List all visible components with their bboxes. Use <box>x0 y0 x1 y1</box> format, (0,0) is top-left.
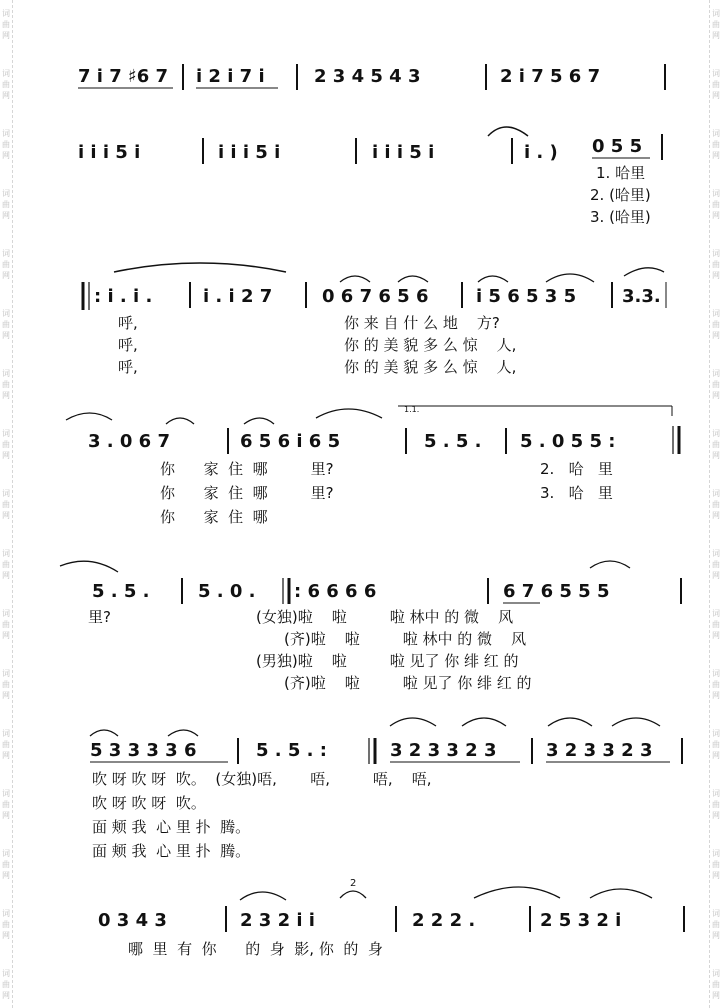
lyric-line: (齐)啦 啦 啦 林中 的 微 风 <box>284 630 527 648</box>
ending-3: 3. (哈里) <box>590 208 651 226</box>
lyric-line: 你 的 美 貌 多 么 惊 人, <box>344 358 517 376</box>
watermark-text: 词 曲 网 <box>712 849 720 880</box>
watermark-text: 词 曲 网 <box>2 969 10 1000</box>
watermark-text: 词 曲 网 <box>712 489 720 520</box>
svg-text:i 5 6 5 3 5: i 5 6 5 3 5 <box>476 286 577 307</box>
lyric-line: 呼, <box>118 358 138 376</box>
watermark-text: 词 曲 网 <box>712 189 720 220</box>
watermark-text: 词 曲 网 <box>2 789 10 820</box>
watermark-text: 词 曲 网 <box>2 729 10 760</box>
svg-text:3 2 3 3 2 3: 3 2 3 3 2 3 <box>390 740 497 761</box>
lyric-line: 你 的 美 貌 多 么 惊 人, <box>344 336 517 354</box>
svg-text:3 . 0 6 7: 3 . 0 6 7 <box>88 431 171 452</box>
watermark-text: 词 曲 网 <box>712 9 720 40</box>
svg-text:i i i 5 i: i i i 5 i <box>372 142 435 163</box>
svg-text:6 7 6 5 5 5: 6 7 6 5 5 5 <box>503 581 610 602</box>
svg-text:2 2 2 .: 2 2 2 . <box>412 910 476 931</box>
watermark-text: 词 曲 网 <box>2 909 10 940</box>
watermark-text: 词 曲 网 <box>2 669 10 700</box>
svg-text:5 . 5 .: 5 . 5 . <box>92 581 150 602</box>
watermark-text: 词 曲 网 <box>712 69 720 100</box>
svg-text:7 i 7 ♯6 7: 7 i 7 ♯6 7 <box>78 66 169 87</box>
svg-text:: i . i .: : i . i . <box>94 286 153 307</box>
row-3 <box>83 263 666 310</box>
watermark-text: 词 曲 网 <box>2 489 10 520</box>
svg-text:2 5 3 2 i: 2 5 3 2 i <box>540 910 622 931</box>
watermark-text: 词 曲 网 <box>712 309 720 340</box>
watermark-text: 词 曲 网 <box>2 609 10 640</box>
watermark-text: 词 曲 网 <box>712 609 720 640</box>
lyric-line: 你 家 住 哪 <box>160 508 268 526</box>
watermark-text: 词 曲 网 <box>712 909 720 940</box>
volta-mark: 1.1. <box>404 405 420 414</box>
svg-text:i i i 5 i: i i i 5 i <box>218 142 281 163</box>
watermark-text: 词 曲 网 <box>2 189 10 220</box>
svg-text:0 6 7 6 5 6: 0 6 7 6 5 6 <box>322 286 429 307</box>
lyric-line: 呼, <box>118 314 138 332</box>
svg-text:5 . 5 . :: 5 . 5 . : <box>256 740 327 761</box>
svg-text:2 i 7 5 6 7: 2 i 7 5 6 7 <box>500 66 601 87</box>
lyric-line: 你 家 住 哪 里? <box>160 484 334 502</box>
watermark-text: 词 曲 网 <box>712 549 720 580</box>
svg-text:5 . 0 5 5 :: 5 . 0 5 5 : <box>520 431 616 452</box>
row-5 <box>60 561 681 604</box>
watermark-text: 词 曲 网 <box>712 669 720 700</box>
lyric-line: 里? <box>88 608 111 626</box>
lyric-line: 呼, <box>118 336 138 354</box>
svg-text:3 2 3 3 2 3: 3 2 3 3 2 3 <box>546 740 653 761</box>
svg-text:2 3 2 i i: 2 3 2 i i <box>240 910 315 931</box>
ending-2: 2. (哈里) <box>590 186 651 204</box>
lyric-line: (女独)啦 啦 啦 林中 的 微 风 <box>256 608 514 626</box>
row-7 <box>98 878 684 932</box>
svg-text:0 5 5: 0 5 5 <box>592 136 643 157</box>
watermark-text: 词 曲 网 <box>2 309 10 340</box>
lyric-line: 吹 呀 吹 呀 吹。 <box>92 794 206 812</box>
row-1 <box>78 64 665 90</box>
watermark-text: 词 曲 网 <box>712 129 720 160</box>
watermark-text: 词 曲 网 <box>712 369 720 400</box>
watermark-text: 词 曲 网 <box>2 129 10 160</box>
svg-text:i 2 i 7 i: i 2 i 7 i <box>196 66 265 87</box>
row-4 <box>66 405 679 454</box>
lyric-line: 2. 哈 里 <box>540 460 613 478</box>
svg-text:i i i 5 i: i i i 5 i <box>78 142 141 163</box>
svg-text:6 5 6 i 6 5: 6 5 6 i 6 5 <box>240 431 341 452</box>
lyric-line: 3. 哈 里 <box>540 484 613 502</box>
lyric-line: (男独)啦 啦 啦 见了 你 绯 红 的 <box>256 652 519 670</box>
svg-text:i . ): i . ) <box>524 142 558 163</box>
lyric-line: 面 颊 我 心 里 扑 腾。 <box>92 818 251 836</box>
watermark-text: 词 曲 网 <box>2 9 10 40</box>
lyric-line: 哪 里 有 你 的 身 影, 你 的 身 <box>128 940 383 958</box>
watermark-text: 词 曲 网 <box>712 249 720 280</box>
grace-mark: 2 <box>350 878 357 889</box>
watermark-text: 词 曲 网 <box>712 789 720 820</box>
svg-text:3.3.: 3.3. <box>622 286 661 307</box>
row-6 <box>90 718 682 764</box>
svg-text:5 3 3 3 3 6: 5 3 3 3 3 6 <box>90 740 197 761</box>
watermark-text: 词 曲 网 <box>2 849 10 880</box>
watermark-text: 词 曲 网 <box>712 429 720 460</box>
svg-text:2 3 4 5 4 3: 2 3 4 5 4 3 <box>314 66 421 87</box>
svg-text:: 6 6 6 6: : 6 6 6 6 <box>294 581 377 602</box>
watermark-text: 词 曲 网 <box>712 729 720 760</box>
watermark-text: 词 曲 网 <box>2 249 10 280</box>
svg-text:0 3 4 3: 0 3 4 3 <box>98 910 167 931</box>
ending-1: 1. 哈里 <box>596 164 646 182</box>
watermark-text: 词 曲 网 <box>2 429 10 460</box>
svg-text:i . i 2 7: i . i 2 7 <box>203 286 273 307</box>
row-2 <box>78 127 662 164</box>
svg-text:5 . 0 .: 5 . 0 . <box>198 581 256 602</box>
watermark-text: 词 曲 网 <box>2 69 10 100</box>
lyric-line: (齐)啦 啦 啦 见了 你 绯 红 的 <box>284 674 532 692</box>
lyric-line: 面 颊 我 心 里 扑 腾。 <box>92 842 251 860</box>
watermark-text: 词 曲 网 <box>2 549 10 580</box>
lyric-line: 吹 呀 吹 呀 吹。 (女独)唔, 唔, 唔, 唔, <box>92 770 432 788</box>
svg-text:5 . 5 .: 5 . 5 . <box>424 431 482 452</box>
watermark-text: 词 曲 网 <box>2 369 10 400</box>
lyric-line: 你 来 自 什 么 地 方? <box>344 314 500 332</box>
lyric-line: 你 家 住 哪 里? <box>160 460 334 478</box>
watermark-text: 词 曲 网 <box>712 969 720 1000</box>
